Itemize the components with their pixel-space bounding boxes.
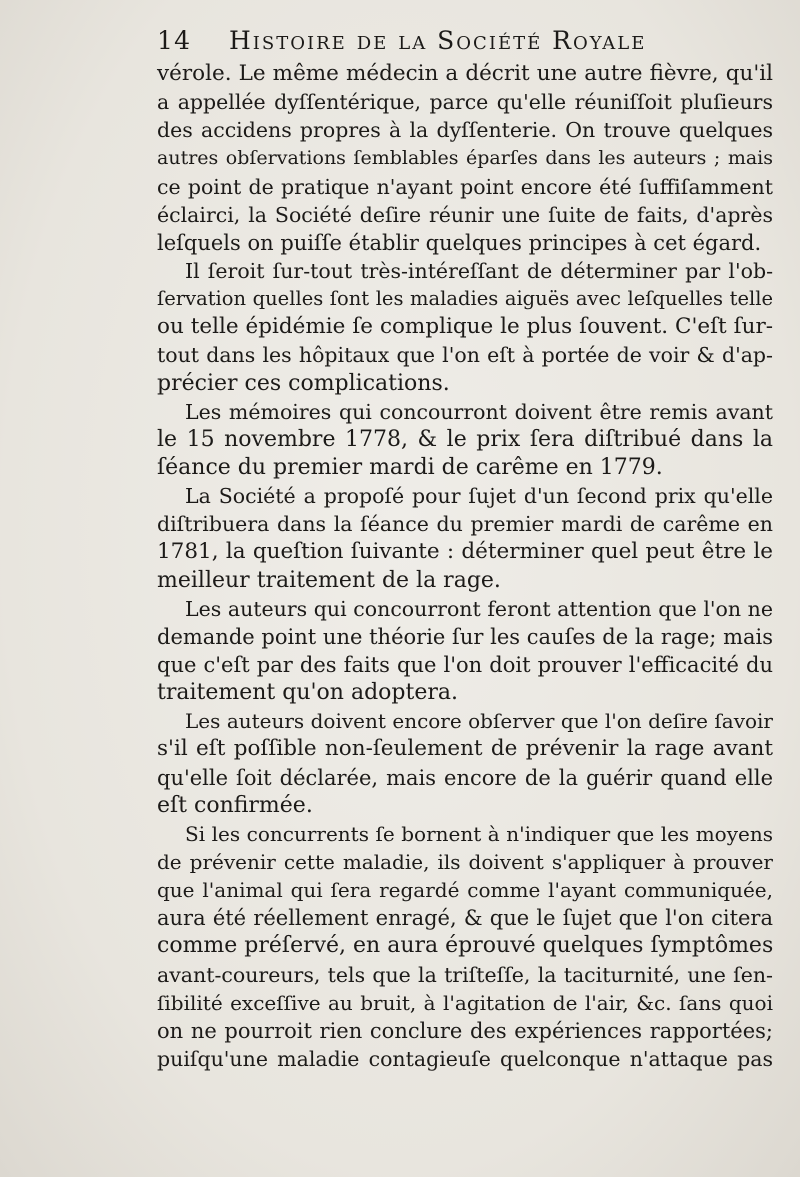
text-line: on ne pourroit rien conclure des expériences rapportées; xyxy=(157,1018,773,1043)
text-line: Il ſeroit ſur-tout très-intéreſſant de déterminer par l'ob- xyxy=(185,258,773,283)
text-line: puiſqu'une maladie contagieuſe quelconque n'attaque pas xyxy=(157,1046,773,1071)
text-line: ſéance du premier mardi de carême en 1779. xyxy=(157,454,663,480)
text-line: autres obſervations ſemblables éparſes dans les auteurs ; mais xyxy=(157,147,773,170)
text-line: que l'animal qui ſera regardé comme l'ayant communiquée, xyxy=(157,878,773,903)
text-line: qu'elle ſoit déclarée, mais encore de la guérir quand elle xyxy=(157,765,773,790)
text-line: des accidens propres à la dyſſenterie. On trouve quelques xyxy=(157,118,773,143)
text-line: eſt confirmée. xyxy=(157,792,313,818)
text-line: éclairci, la Société deſire réunir une ſuite de faits, d'après xyxy=(157,202,773,227)
text-line: leſquels on puiſſe établir quelques principes à cet égard. xyxy=(157,230,762,255)
text-line: traitement qu'on adoptera. xyxy=(157,680,458,706)
text-line: Si les concurrents ſe bornent à n'indiquer que les moyens xyxy=(185,821,773,846)
text-line: ſibilité exceſſive au bruit, à l'agitation de l'air, &c. ſans quoi xyxy=(157,990,773,1015)
text-line: La Société a propoſé pour ſujet d'un ſecond prix qu'elle xyxy=(185,484,773,509)
text-line: avant-coureurs, tels que la triſteſſe, la taciturnité, une ſen- xyxy=(157,962,773,987)
text-line: Les mémoires qui concourront doivent être remis avant xyxy=(185,399,773,424)
text-line: diſtribuera dans la ſéance du premier mardi de carême en xyxy=(157,512,773,537)
text-line: Les auteurs doivent encore obſerver que l'on deſire ſavoir xyxy=(185,709,773,734)
text-line: que c'eſt par des faits que l'on doit prouver l'efficacité du xyxy=(157,652,773,677)
running-title: Histoire de la Société Royale xyxy=(229,26,647,55)
text-line: précier ces complications. xyxy=(157,370,450,396)
text-line: a appellée dyſſentérique, parce qu'elle réuniſſoit pluſieurs xyxy=(157,90,773,115)
text-line: aura été réellement enragé, & que le ſujet que l'on citera xyxy=(157,906,773,931)
text-line: le 15 novembre 1778, & le prix ſera diſtribué dans la xyxy=(157,426,773,452)
text-line: tout dans les hôpitaux que l'on eſt à portée de voir & d'ap- xyxy=(157,343,773,368)
text-line: comme préſervé, en aura éprouvé quelques ſymptômes xyxy=(157,933,774,959)
page-header xyxy=(157,26,757,60)
text-line: s'il eſt poſſible non-ſeulement de prévenir la rage avant xyxy=(157,736,773,762)
page-number: 14 xyxy=(157,26,192,55)
text-line: demande point une théorie ſur les cauſes de la rage; mais xyxy=(157,624,773,649)
text-line: de prévenir cette maladie, ils doivent s'appliquer à prouver xyxy=(157,849,773,874)
text-line: ce point de pratique n'ayant point encore été ſuffiſamment xyxy=(157,174,773,199)
text-line: meilleur traitement de la rage. xyxy=(157,567,501,593)
text-line: vérole. Le même médecin a décrit une autre fièvre, qu'il xyxy=(157,61,773,86)
body-text xyxy=(157,60,773,1073)
text-line: ou telle épidémie ſe complique le plus ſouvent. C'eſt ſur- xyxy=(157,314,773,340)
text-line: ſervation quelles ſont les maladies aiguës avec leſquelles telle xyxy=(157,287,773,311)
text-line: 1781, la queſtion ſuivante : déterminer quel peut être le xyxy=(157,539,773,565)
text-line: Les auteurs qui concourront feront attention que l'on ne xyxy=(185,596,773,621)
